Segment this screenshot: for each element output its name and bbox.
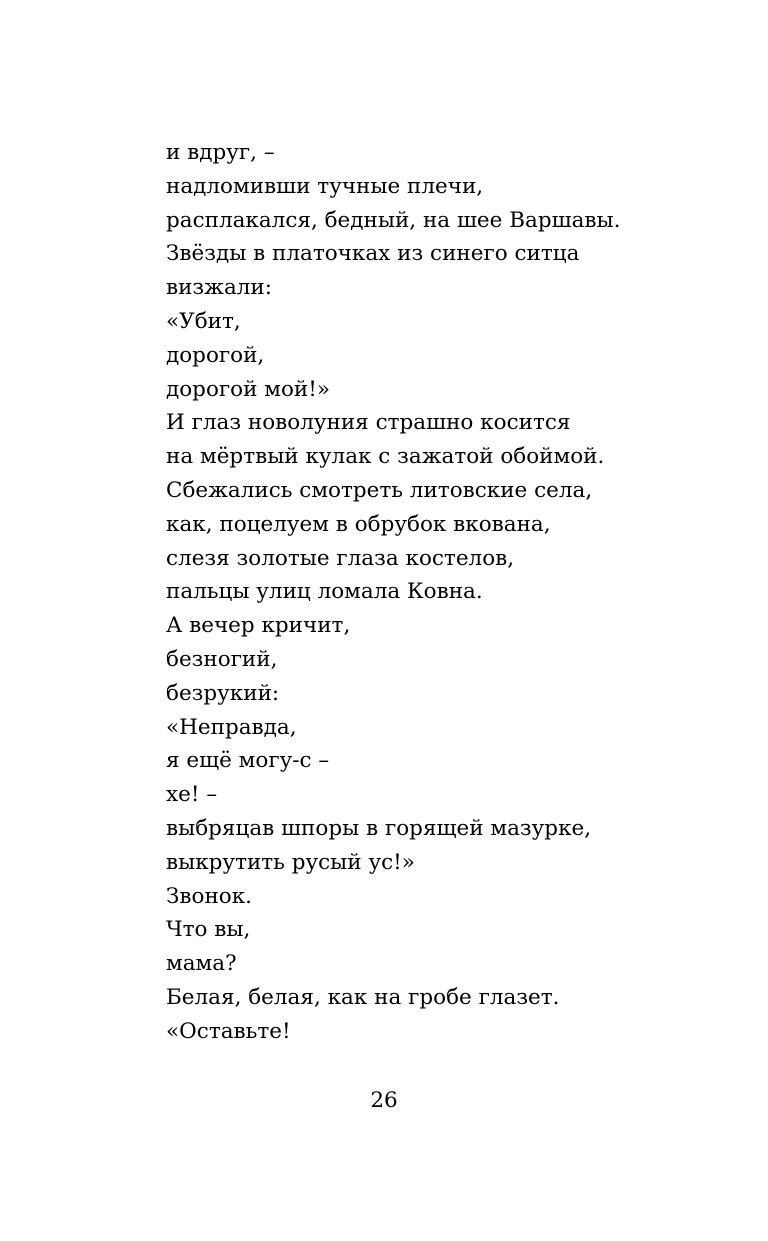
poem-line: дорогой мой!» bbox=[166, 376, 331, 402]
poem-line: мама? bbox=[166, 951, 237, 977]
poem-text bbox=[166, 136, 620, 1049]
poem-line: Что вы, bbox=[166, 917, 251, 943]
poem-line: «Неправда, bbox=[166, 714, 297, 740]
poem-line: Звёзды в платочках из синего ситца bbox=[166, 241, 580, 267]
poem-line: выбряцав шпоры в горящей мазурке, bbox=[166, 815, 592, 841]
poem-line: «Оставьте! bbox=[166, 1018, 291, 1044]
poem-line: визжали: bbox=[166, 275, 272, 301]
poem-line: я ещё могу-с – bbox=[166, 748, 330, 774]
poem-line: слезя золотые глаза костелов, bbox=[166, 545, 515, 571]
poem-line: безногий, bbox=[166, 646, 278, 672]
poem-line: расплакался, бедный, на шее Варшавы. bbox=[166, 207, 621, 233]
poem-line: пальцы улиц ломала Ковна. bbox=[166, 579, 483, 605]
poem-line: Сбежались смотреть литовские села, bbox=[166, 477, 593, 503]
poem-line: и вдруг, – bbox=[166, 140, 275, 165]
poem-line: хе! – bbox=[166, 782, 218, 808]
poem-line: дорогой, bbox=[166, 342, 265, 368]
poem-line: безрукий: bbox=[166, 680, 280, 706]
poem-line: Белая, белая, как на гробе глазет. bbox=[166, 984, 560, 1010]
poem-line: И глаз новолуния страшно косится bbox=[166, 410, 571, 436]
poem-line: выкрутить русый ус!» bbox=[166, 849, 415, 875]
poem-line: как, поцелуем в обрубок вкована, bbox=[166, 511, 551, 537]
poem-line: на мёртвый кулак с зажатой обоймой. bbox=[166, 444, 605, 470]
page-number: 26 bbox=[370, 1088, 398, 1113]
poem-line: «Убит, bbox=[166, 308, 241, 334]
poem-line: надломивши тучные плечи, bbox=[166, 173, 484, 199]
poem-line: Звонок. bbox=[166, 883, 252, 909]
poem-line: А вечер кричит, bbox=[166, 613, 351, 639]
